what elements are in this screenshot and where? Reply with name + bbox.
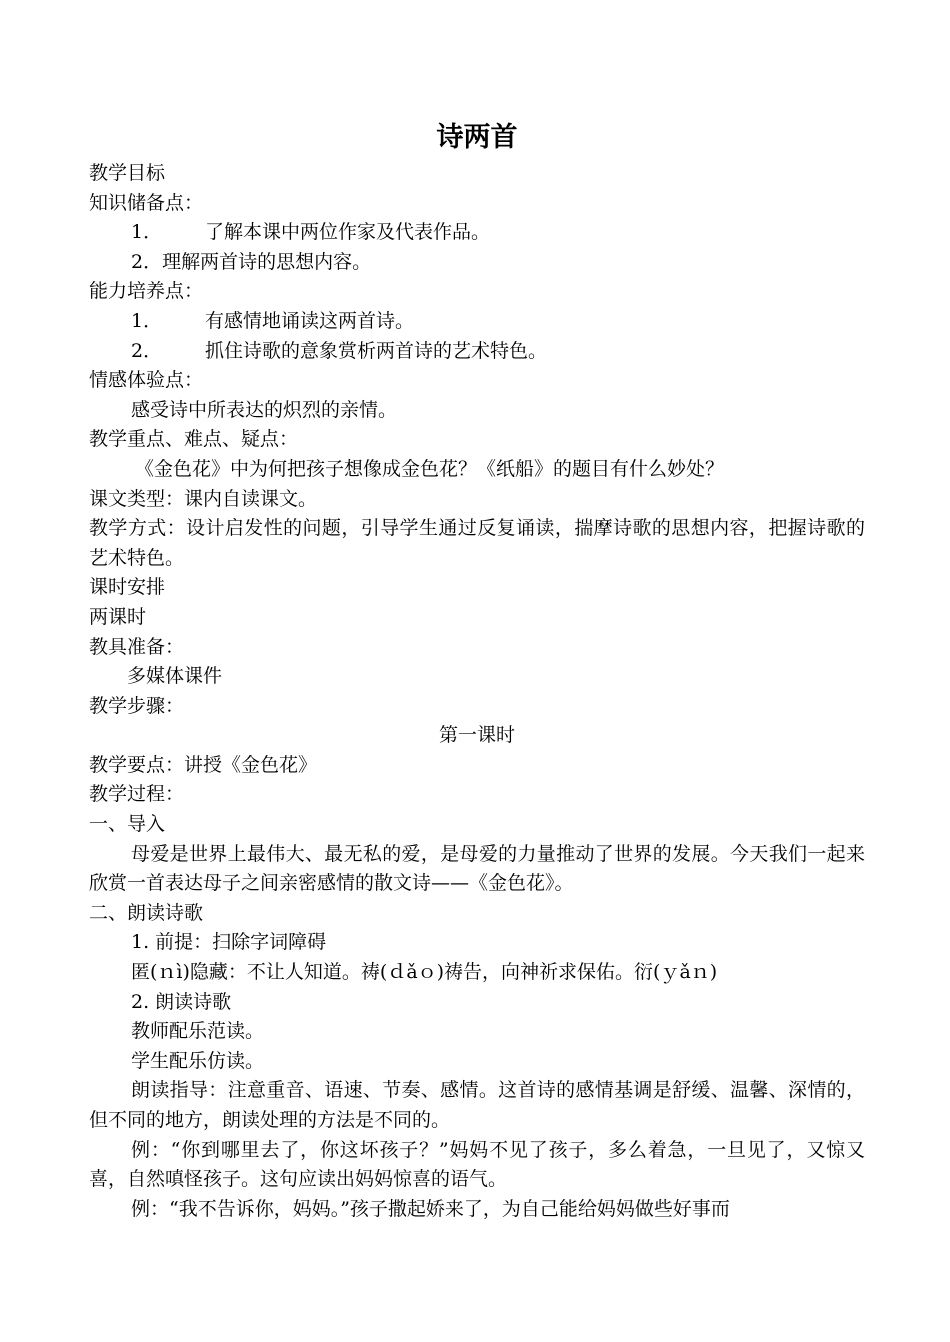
teacher-reading: 教师配乐范读。: [131, 1020, 265, 1043]
key-points-text: 《金色花》中为何把孩子想像成金色花？《纸船》的题目有什么妙处？: [135, 457, 725, 480]
heading-materials: 教具准备：: [89, 635, 185, 658]
item-text: 有感情地诵读这两首诗。: [205, 309, 415, 332]
reading-sub-2: 2. 朗读诗歌: [131, 990, 232, 1013]
item-text: 了解本课中两位作家及代表作品。: [205, 221, 491, 244]
emotion-text: 感受诗中所表达的炽烈的亲情。: [131, 398, 398, 421]
heading-schedule: 课时安排: [89, 576, 166, 599]
knowledge-item-1: [89, 218, 865, 248]
example-1: 例：“你到哪里去了，你这坏孩子？”妈妈不见了孩子，多么着急，一旦见了，又惊又喜，自然嗔怪孩子。这句应读出妈妈惊喜的语气。: [89, 1138, 865, 1191]
ability-item-1: [89, 307, 865, 337]
item-number: 2．: [131, 339, 163, 362]
heading-key-points: 教学重点、难点、疑点：: [89, 428, 299, 451]
heading-knowledge: 知识储备点：: [89, 191, 204, 214]
example-2: 例：“我不告诉你，妈妈。”孩子撒起娇来了，为自己能给妈妈做些好事而: [131, 1197, 730, 1220]
lesson-focus: 教学要点：讲授《金色花》: [89, 753, 318, 776]
intro-paragraph: 母爱是世界上最伟大、最无私的爱，是母爱的力量推动了世界的发展。今天我们一起来欣赏一首表达母子之间亲密感情的散文诗——《金色花》。: [89, 842, 865, 895]
step-intro: 一、导入: [89, 813, 166, 836]
step-reading: 二、朗读诗歌: [89, 901, 204, 924]
schedule-text: 两课时: [89, 605, 147, 628]
reading-guidance: 朗读指导：注意重音、语速、节奏、感情。这首诗的感情基调是舒缓、温馨、深情的，但不同的地方，朗读处理的方法是不同的。: [89, 1079, 865, 1131]
section-first-lesson: 第一课时: [438, 724, 515, 747]
document-title: 诗两首: [436, 122, 518, 153]
heading-teaching-goals: 教学目标: [89, 162, 166, 184]
document-page: [89, 118, 865, 1224]
item-text: 抓住诗歌的意象赏析两首诗的艺术特色。: [205, 339, 548, 362]
item-number: 1．: [131, 221, 163, 244]
reading-sub-1: 1. 前提：扫除字词障碍: [131, 931, 327, 954]
materials-text: 多媒体课件: [127, 665, 223, 688]
heading-steps: 教学步骤：: [89, 694, 185, 717]
heading-process: 教学过程：: [89, 783, 185, 806]
heading-ability: 能力培养点：: [89, 280, 204, 303]
knowledge-item-2: 2．理解两首诗的思想内容。: [131, 250, 372, 273]
item-number: 1．: [131, 309, 163, 332]
vocabulary-notes: 匿(ｎì)隐藏：不让人知道。祷(ｄǎｏ)祷告，向神祈求保佑。衍(ｙǎｎ): [131, 961, 718, 984]
student-reading: 学生配乐仿读。: [131, 1049, 265, 1072]
heading-emotion: 情感体验点：: [89, 369, 204, 392]
ability-item-2: [89, 337, 865, 367]
lesson-type: 课文类型：课内自读课文。: [89, 487, 318, 510]
teaching-method: 教学方式：设计启发性的问题，引导学生通过反复诵读，揣摩诗歌的思想内容，把握诗歌的艺术特色。: [89, 517, 865, 569]
